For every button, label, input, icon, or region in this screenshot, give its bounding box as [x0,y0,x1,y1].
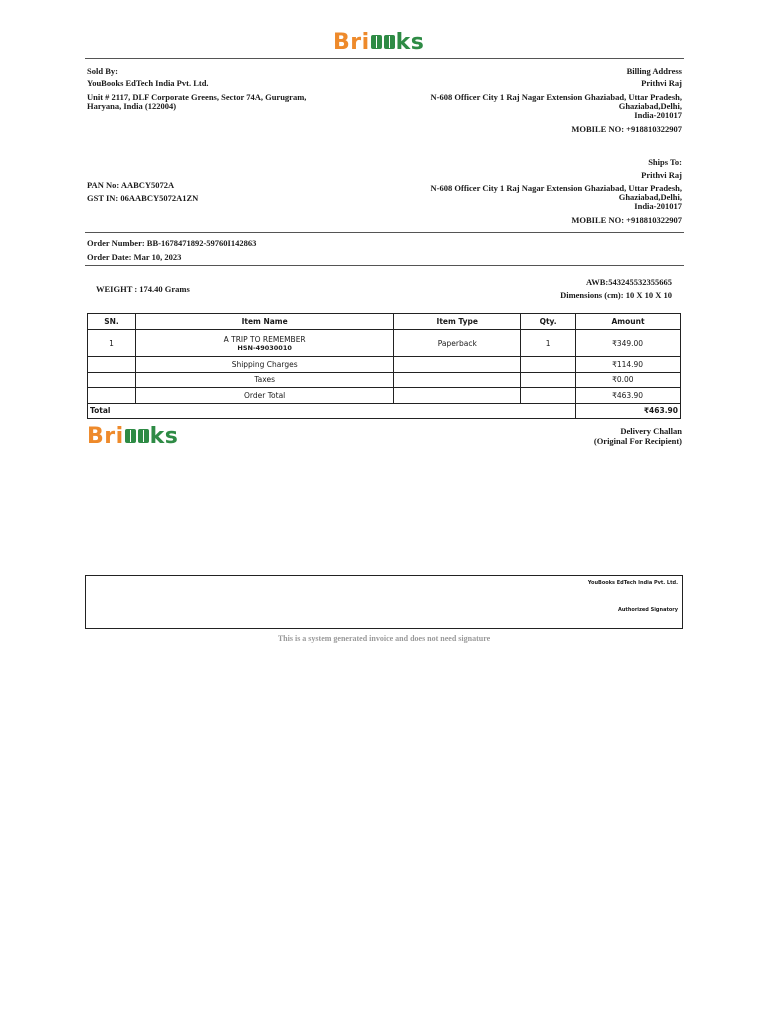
footer-note: This is a system generated invoice and does not need signature [277,634,491,643]
charge-label: Order Total [135,388,393,404]
awb-number: AWB:543245532355665 [586,277,672,287]
challan-title: Delivery Challan [620,426,682,436]
charge-amount: ₹114.90 [576,357,681,373]
table-row [88,372,681,388]
pan-number: PAN No: AABCY5072A [87,180,175,190]
item-name: A TRIP TO REMEMBER [223,334,306,344]
shipping-heading: Ships To: [648,157,682,167]
table-row [88,357,681,373]
divider [85,265,684,266]
billing-address-line1: N-608 Officer City 1 Raj Nagar Extension Ghaziabad, Uttar Pradesh, [430,92,682,102]
gst-number: GST IN: 06AABCY5072A1ZN [87,193,199,203]
package-dimensions: Dimensions (cm): 10 X 10 X 10 [560,290,672,300]
item-hsn: HSN-49030010 [237,343,292,352]
item-sn: 1 [88,330,136,357]
total-label: Total [88,403,576,418]
divider [85,58,684,59]
shipping-address-line2: Ghaziabad,Delhi, [618,192,682,202]
challan-subtitle: (Original For Recipient) [593,436,682,446]
table-row [88,388,681,404]
billing-address-line3: India-201017 [634,110,682,120]
billing-name: Prithvi Raj [641,78,682,88]
signature-box [85,575,683,629]
item-qty: 1 [521,330,576,357]
column-header-item-type: Item Type [394,314,521,330]
brand-logo: Bri ks [333,30,425,55]
charge-amount: ₹0.00 [576,372,681,388]
billing-mobile: MOBILE NO: +918810322907 [571,124,682,134]
shipping-address-line1: N-608 Officer City 1 Raj Nagar Extension Ghaziabad, Uttar Pradesh, [430,183,682,193]
billing-heading: Billing Address [626,66,682,76]
package-weight: WEIGHT : 174.40 Grams [96,284,190,294]
brand-logo: Bri ks [87,424,179,449]
item-name-cell [135,330,393,357]
book-icon [371,35,382,49]
charge-label: Shipping Charges [135,357,393,373]
seller-address-line2: Haryana, India (122004) [87,101,177,111]
column-header-amount: Amount [576,314,681,330]
shipping-name: Prithvi Raj [641,170,682,180]
book-icon [384,35,395,49]
authorized-signatory: Authorized Signatory [618,607,678,613]
column-header-sn: SN. [88,314,136,330]
charge-label: Taxes [135,372,393,388]
divider [85,232,684,233]
seller-address-line1: Unit # 2117, DLF Corporate Greens, Sector 74A, Gurugram, [87,92,307,102]
table-row [88,330,681,357]
book-icon [125,429,136,443]
column-header-item-name: Item Name [135,314,393,330]
table-header-row [88,314,681,330]
shipping-address-line3: India-201017 [634,201,682,211]
item-amount: ₹349.00 [576,330,681,357]
book-icon [138,429,149,443]
items-table [87,313,681,419]
table-total-row [88,403,681,418]
order-number: Order Number: BB-1678471892-59760I142863 [87,238,257,248]
column-header-qty: Qty. [521,314,576,330]
seller-name: YouBooks EdTech India Pvt. Ltd. [87,78,209,88]
seller-heading: Sold By: [87,66,118,76]
total-amount: ₹463.90 [576,403,681,418]
signature-company: YouBooks EdTech India Pvt. Ltd. [587,580,678,586]
order-date: Order Date: Mar 10, 2023 [87,252,182,262]
item-type: Paperback [394,330,521,357]
shipping-mobile: MOBILE NO: +918810322907 [571,215,682,225]
charge-amount: ₹463.90 [576,388,681,404]
billing-address-line2: Ghaziabad,Delhi, [618,101,682,111]
